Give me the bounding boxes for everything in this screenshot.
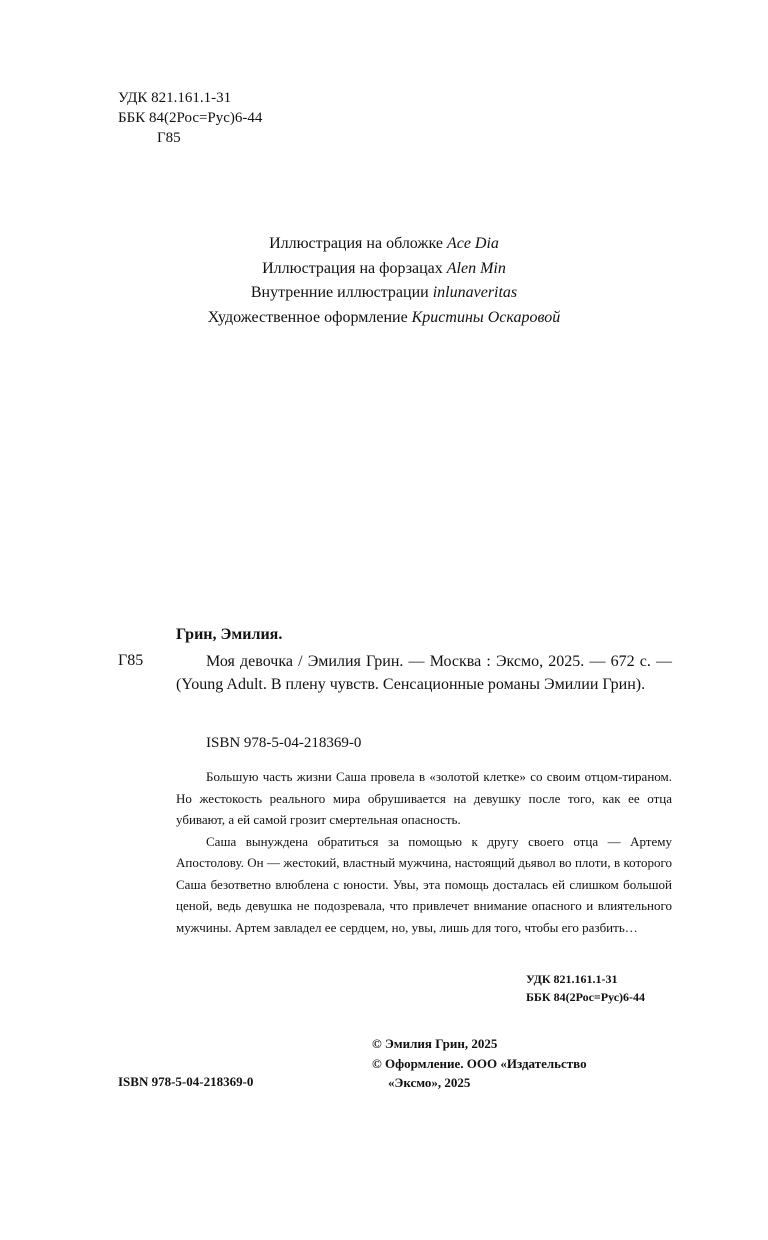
credit-name: Кристины Оскаровой bbox=[411, 308, 561, 326]
isbn-record: ISBN 978-5-04-218369-0 bbox=[206, 735, 362, 751]
bottom-classification bbox=[526, 970, 645, 1006]
bibliographic-description bbox=[176, 650, 672, 696]
author-mark: Г85 bbox=[157, 130, 181, 146]
isbn-bottom: ISBN 978-5-04-218369-0 bbox=[118, 1074, 254, 1089]
author-mark-side: Г85 bbox=[118, 652, 144, 669]
credit-line bbox=[0, 306, 768, 331]
copyright-design-cont: «Эксмо», 2025 bbox=[388, 1075, 471, 1090]
author-heading: Грин, Эмилия. bbox=[176, 626, 283, 643]
credit-name: Alen Min bbox=[446, 259, 506, 277]
credit-line bbox=[0, 232, 768, 257]
credit-label: Иллюстрация на обложке bbox=[269, 235, 443, 252]
bbk-code: ББК 84(2Рос=Рус)6-44 bbox=[118, 110, 263, 126]
copyright-design: © Оформление. ООО «Издательство bbox=[372, 1055, 587, 1071]
annotation bbox=[176, 766, 672, 938]
bbk-code-bottom: ББК 84(2Рос=Рус)6-44 bbox=[526, 990, 646, 1004]
udk-code: УДК 821.161.1-31 bbox=[118, 90, 232, 106]
credit-name: Ace Dia bbox=[446, 235, 499, 252]
credit-line bbox=[0, 257, 768, 282]
credit-line bbox=[0, 281, 768, 306]
classification-block bbox=[118, 88, 262, 148]
credit-label: Внутренние иллюстрации bbox=[250, 284, 429, 301]
annotation-paragraph: Большую часть жизни Саша провела в «золотой клетке» со своим отцом-тираном. Но жестокость реального мира обрушивается на девушку после того, как ее отца убивают, а ей самой грозит смертельная опасность. bbox=[176, 769, 672, 827]
description-text: Моя девочка / Эмилия Грин. — Москва : Эксмо, 2025. — 672 с. — (Young Adult. В плену чувств. Сенсационные романы Эмилии Грин). bbox=[176, 653, 672, 693]
credit-label: Художественное оформление bbox=[207, 308, 408, 326]
credit-name: inlunaveritas bbox=[432, 284, 518, 301]
udk-code-bottom: УДК 821.161.1-31 bbox=[526, 972, 618, 986]
illustration-credits bbox=[0, 232, 768, 330]
copyright-author: © Эмилия Грин, 2025 bbox=[372, 1036, 498, 1051]
credit-label: Иллюстрация на форзацах bbox=[262, 259, 443, 277]
annotation-paragraph: Саша вынуждена обратиться за помощью к другу своего отца — Артему Апостолову. Он — жестокий, властный мужчина, настоящий дьявол во плоти, в которого Саша безответно влюблена с юности. Увы, эта помощь досталась ей слишком большой ценой, ведь девушка не подозревала, что привлечет внимание опасного и влиятельного мужчины. Артем завладел ее сердцем, но, увы, лишь для того, чтобы его разбить… bbox=[176, 833, 672, 935]
copyright-block bbox=[372, 1034, 587, 1093]
